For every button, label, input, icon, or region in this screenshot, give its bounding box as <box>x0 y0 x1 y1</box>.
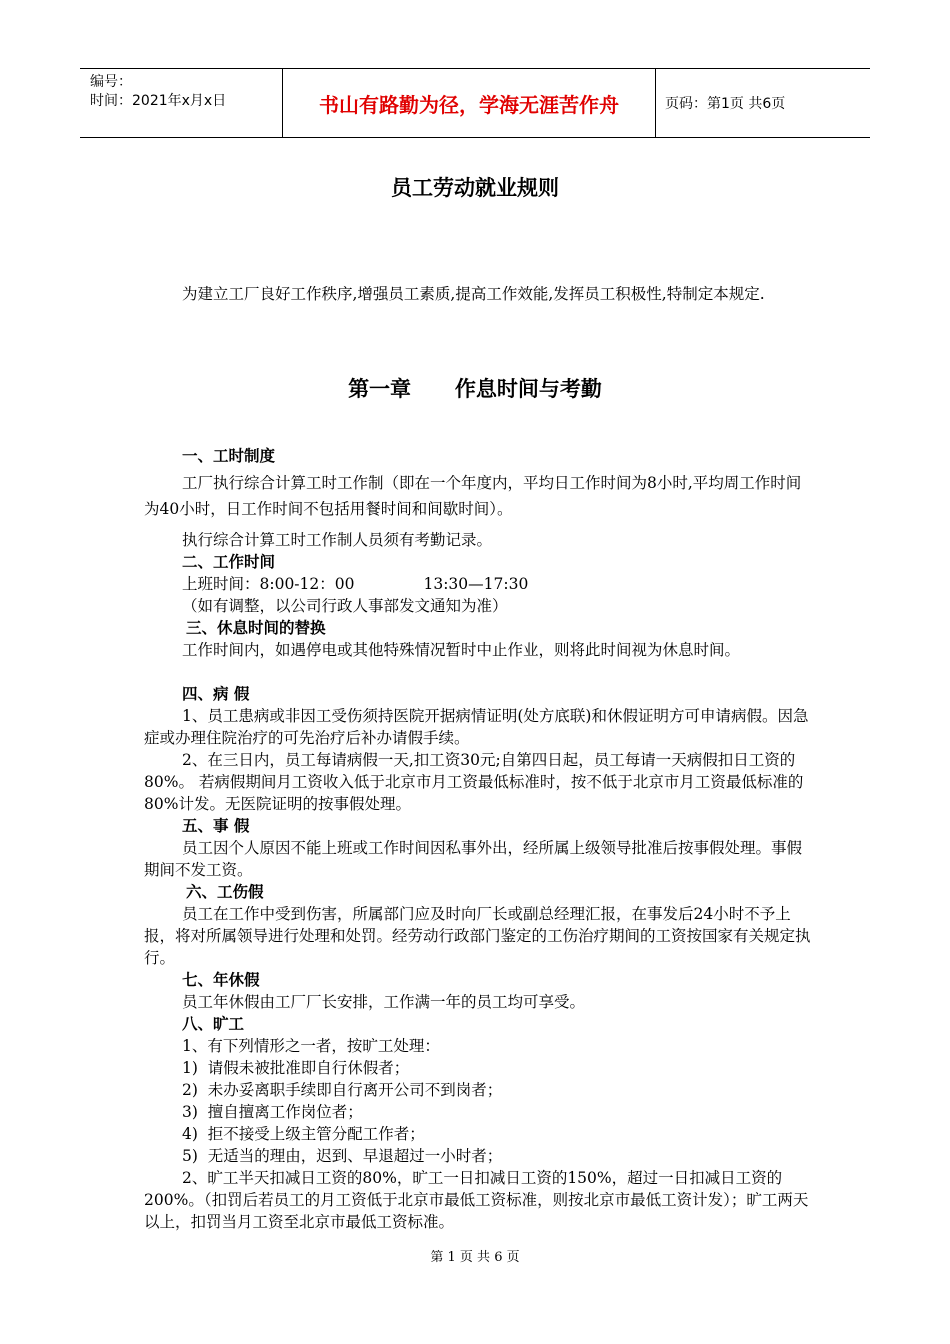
section-paragraph: 1、员工患病或非因工受伤须持医院开据病情证明(处方底联)和休假证明方可申请病假。因急症或办理住院治疗的可先治疗后补办请假手续。 <box>144 707 809 747</box>
page-footer: 第 1 页 共 6 页 <box>430 1250 520 1265</box>
chapter-heading: 第一章 作息时间与考勤 <box>348 377 602 401</box>
section-heading: 二、工作时间 <box>182 553 276 571</box>
section-paragraph: 工作时间内，如遇停电或其他特殊情况暂时中止作业，则将此时间视为休息时间。 <box>182 641 741 659</box>
section-heading: 七、年休假 <box>182 971 260 989</box>
absence-intro: 1、有下列情形之一者，按旷工处理： <box>182 1037 440 1055</box>
header-meta <box>90 73 226 111</box>
document-title: 员工劳动就业规则 <box>391 176 559 200</box>
intro-paragraph: 为建立工厂良好工作秩序,增强员工素质,提高工作效能,发挥员工积极性,特制定本规定. <box>182 285 765 303</box>
header-page-info: 页码：第1页 共6页 <box>665 96 786 112</box>
header-divider <box>655 69 656 137</box>
document-date: 时间：2021年x月x日 <box>90 93 227 109</box>
section-heading: 五、事 假 <box>182 817 250 835</box>
section-heading: 六、工伤假 <box>186 883 264 901</box>
section-paragraph: 工厂执行综合计算工时工作制（即在一个年度内，平均日工作时间为8小时,平均周工作时间为40小时，日工作时间不包括用餐时间和间歇时间）。 <box>144 474 802 518</box>
list-item: 3) 擅自擅离工作岗位者； <box>182 1103 363 1121</box>
section-paragraph: 员工年休假由工厂厂长安排，工作满一年的员工均可享受。 <box>182 993 586 1011</box>
section-paragraph: 员工在工作中受到伤害，所属部门应及时向厂长或副总经理汇报，在事发后24小时不予上报，将对所属领导进行处理和处罚。经劳动行政部门鉴定的工伤治疗期间的工资按国家有关规定执行。 <box>144 905 811 967</box>
list-item: 2) 未办妥离职手续即自行离开公司不到岗者； <box>182 1081 503 1099</box>
document-number-label: 编号： <box>90 74 132 90</box>
page-header <box>80 68 870 138</box>
section-heading: 一、工时制度 <box>182 447 276 465</box>
work-hours: 上班时间：8:00-12：00 13:30—17:30 <box>182 575 529 593</box>
section-heading: 八、旷工 <box>182 1015 245 1033</box>
list-item: 4) 拒不接受上级主管分配工作者； <box>182 1125 425 1143</box>
section-paragraph: 员工因个人原因不能上班或工作时间因私事外出，经所属上级领导批准后按事假处理。事假期间不发工资。 <box>144 839 803 879</box>
work-hours-note: （如有调整，以公司行政人事部发文通知为准） <box>182 597 508 615</box>
section-heading: 三、休息时间的替换 <box>186 619 326 637</box>
section-paragraph: 2、在三日内，员工每请病假一天,扣工资30元;自第四日起，员工每请一天病假扣日工资的80%。 若病假期间月工资收入低于北京市月工资最低标准时，按不低于北京市月工资最低标准的80%计发。无医院证明的按事假处理。 <box>144 751 804 813</box>
list-item: 5) 无适当的理由，迟到、早退超过一小时者； <box>182 1147 503 1165</box>
section-heading: 四、病 假 <box>182 685 250 703</box>
section-paragraph: 执行综合计算工时工作制人员须有考勤记录。 <box>182 531 493 549</box>
section-paragraph: 2、旷工半天扣减日工资的80%，旷工一日扣减日工资的150%，超过一日扣减日工资的200%。（扣罚后若员工的月工资低于北京市最低工资标准，则按北京市最低工资计发）；旷工两天以上，扣罚当月工资至北京市最低工资标准。 <box>144 1169 809 1231</box>
list-item: 1) 请假未被批准即自行休假者； <box>182 1059 410 1077</box>
header-motto: 书山有路勤为径，学海无涯苦作舟 <box>319 92 619 117</box>
